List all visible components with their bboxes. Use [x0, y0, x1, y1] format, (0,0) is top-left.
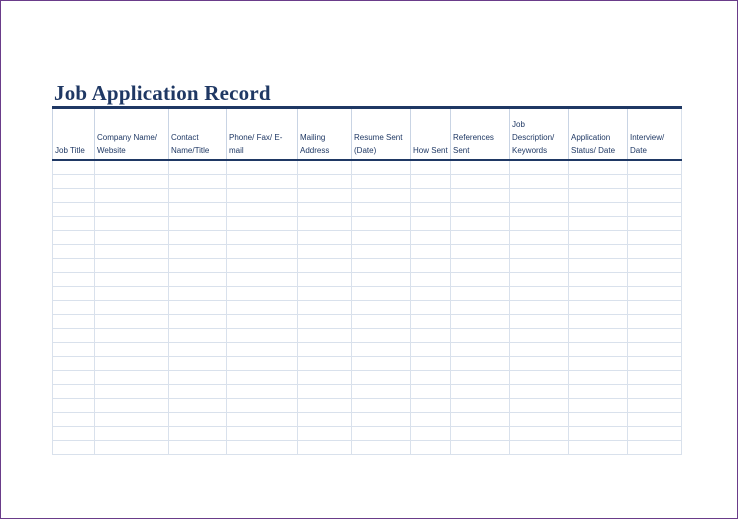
- table-row: [53, 217, 682, 231]
- table-cell[interactable]: [53, 385, 95, 399]
- table-cell[interactable]: [169, 413, 227, 427]
- table-cell[interactable]: [95, 287, 169, 301]
- table-cell[interactable]: [411, 217, 451, 231]
- table-row: [53, 357, 682, 371]
- table-cell[interactable]: [298, 231, 352, 245]
- table-cell[interactable]: [298, 399, 352, 413]
- table-cell[interactable]: [352, 427, 411, 441]
- table-cell[interactable]: [169, 315, 227, 329]
- table-cell[interactable]: [451, 329, 510, 343]
- table-cell[interactable]: [628, 343, 682, 357]
- table-cell[interactable]: [628, 287, 682, 301]
- table-cell[interactable]: [628, 371, 682, 385]
- table-cell[interactable]: [169, 427, 227, 441]
- table-cell[interactable]: [95, 175, 169, 189]
- table-cell[interactable]: [569, 385, 628, 399]
- table-cell[interactable]: [352, 287, 411, 301]
- table-cell[interactable]: [451, 427, 510, 441]
- table-cell[interactable]: [352, 441, 411, 455]
- table-cell[interactable]: [411, 357, 451, 371]
- table-cell[interactable]: [510, 357, 569, 371]
- table-cell[interactable]: [53, 175, 95, 189]
- table-cell[interactable]: [451, 189, 510, 203]
- column-header-application-status-date: Application Status/ Date: [569, 108, 628, 161]
- table-cell[interactable]: [95, 160, 169, 175]
- table-cell[interactable]: [53, 203, 95, 217]
- table-cell[interactable]: [352, 231, 411, 245]
- table-cell[interactable]: [411, 315, 451, 329]
- table-cell[interactable]: [510, 175, 569, 189]
- table-cell[interactable]: [227, 329, 298, 343]
- table-cell[interactable]: [352, 399, 411, 413]
- table-cell[interactable]: [352, 203, 411, 217]
- table-cell[interactable]: [411, 329, 451, 343]
- table-cell[interactable]: [628, 329, 682, 343]
- table-row: [53, 301, 682, 315]
- table-row: [53, 371, 682, 385]
- table-cell[interactable]: [451, 315, 510, 329]
- table-cell[interactable]: [451, 231, 510, 245]
- table-cell[interactable]: [95, 427, 169, 441]
- table-cell[interactable]: [352, 357, 411, 371]
- table-cell[interactable]: [298, 175, 352, 189]
- table-cell[interactable]: [411, 189, 451, 203]
- table-cell[interactable]: [227, 385, 298, 399]
- table-cell[interactable]: [53, 399, 95, 413]
- table-row: [53, 245, 682, 259]
- table-cell[interactable]: [510, 301, 569, 315]
- table-cell[interactable]: [169, 259, 227, 273]
- table-cell[interactable]: [53, 301, 95, 315]
- table-cell[interactable]: [411, 343, 451, 357]
- table-cell[interactable]: [411, 231, 451, 245]
- table-cell[interactable]: [95, 259, 169, 273]
- table-cell[interactable]: [95, 203, 169, 217]
- table-cell[interactable]: [352, 329, 411, 343]
- table-cell[interactable]: [95, 343, 169, 357]
- table-cell[interactable]: [169, 287, 227, 301]
- table-cell[interactable]: [628, 231, 682, 245]
- table-row: [53, 427, 682, 441]
- table-cell[interactable]: [510, 441, 569, 455]
- table-cell[interactable]: [298, 371, 352, 385]
- table-cell[interactable]: [169, 160, 227, 175]
- table-cell[interactable]: [569, 441, 628, 455]
- table-cell[interactable]: [53, 357, 95, 371]
- table-cell[interactable]: [569, 189, 628, 203]
- table-cell[interactable]: [227, 259, 298, 273]
- table-cell[interactable]: [569, 203, 628, 217]
- table-cell[interactable]: [569, 315, 628, 329]
- table-cell[interactable]: [169, 301, 227, 315]
- table-cell[interactable]: [227, 287, 298, 301]
- table-cell[interactable]: [227, 371, 298, 385]
- table-cell[interactable]: [352, 217, 411, 231]
- table-cell[interactable]: [227, 315, 298, 329]
- table-cell[interactable]: [628, 245, 682, 259]
- table-cell[interactable]: [510, 371, 569, 385]
- table-cell[interactable]: [451, 259, 510, 273]
- table-row: [53, 259, 682, 273]
- table-cell[interactable]: [352, 371, 411, 385]
- column-header-phone-fax-email: Phone/ Fax/ E-mail: [227, 108, 298, 161]
- table-cell[interactable]: [298, 301, 352, 315]
- table-cell[interactable]: [628, 315, 682, 329]
- table-cell[interactable]: [510, 427, 569, 441]
- table-cell[interactable]: [53, 217, 95, 231]
- table-cell[interactable]: [569, 427, 628, 441]
- table-cell[interactable]: [451, 175, 510, 189]
- table-cell[interactable]: [569, 399, 628, 413]
- table-cell[interactable]: [53, 343, 95, 357]
- table-cell[interactable]: [569, 217, 628, 231]
- table-row: [53, 273, 682, 287]
- table-cell[interactable]: [569, 160, 628, 175]
- table-cell[interactable]: [298, 203, 352, 217]
- table-row: [53, 203, 682, 217]
- table-cell[interactable]: [227, 217, 298, 231]
- table-cell[interactable]: [95, 301, 169, 315]
- table-cell[interactable]: [628, 259, 682, 273]
- table-cell[interactable]: [451, 371, 510, 385]
- table-cell[interactable]: [352, 385, 411, 399]
- table-cell[interactable]: [569, 259, 628, 273]
- table-cell[interactable]: [411, 371, 451, 385]
- table-cell[interactable]: [53, 160, 95, 175]
- table-cell[interactable]: [298, 315, 352, 329]
- table-cell[interactable]: [628, 441, 682, 455]
- table-cell[interactable]: [628, 175, 682, 189]
- table-cell[interactable]: [352, 245, 411, 259]
- table-cell[interactable]: [352, 343, 411, 357]
- table-cell[interactable]: [628, 160, 682, 175]
- table-cell[interactable]: [227, 231, 298, 245]
- table-cell[interactable]: [569, 413, 628, 427]
- table-cell[interactable]: [569, 175, 628, 189]
- table-cell[interactable]: [227, 357, 298, 371]
- table-cell[interactable]: [411, 259, 451, 273]
- table-cell[interactable]: [169, 343, 227, 357]
- column-header-job-description-keywords: Job Description/ Keywords: [510, 108, 569, 161]
- table-cell[interactable]: [352, 315, 411, 329]
- table-cell[interactable]: [510, 315, 569, 329]
- table-cell[interactable]: [53, 427, 95, 441]
- table-cell[interactable]: [451, 441, 510, 455]
- table-row: [53, 287, 682, 301]
- table-cell[interactable]: [451, 160, 510, 175]
- table-cell[interactable]: [411, 441, 451, 455]
- table-cell[interactable]: [569, 273, 628, 287]
- table-cell[interactable]: [169, 189, 227, 203]
- table-cell[interactable]: [451, 273, 510, 287]
- table-cell[interactable]: [298, 385, 352, 399]
- table-cell[interactable]: [451, 245, 510, 259]
- table-cell[interactable]: [53, 231, 95, 245]
- table-cell[interactable]: [352, 175, 411, 189]
- table-cell[interactable]: [411, 301, 451, 315]
- table-cell[interactable]: [628, 399, 682, 413]
- table-cell[interactable]: [95, 413, 169, 427]
- table-cell[interactable]: [169, 231, 227, 245]
- table-row: [53, 441, 682, 455]
- table-row: [53, 160, 682, 175]
- table-cell[interactable]: [53, 315, 95, 329]
- table-cell[interactable]: [227, 413, 298, 427]
- table-cell[interactable]: [411, 399, 451, 413]
- table-row: [53, 329, 682, 343]
- table-cell[interactable]: [95, 231, 169, 245]
- table-cell[interactable]: [53, 189, 95, 203]
- table-cell[interactable]: [169, 175, 227, 189]
- table-cell[interactable]: [628, 189, 682, 203]
- table-cell[interactable]: [628, 427, 682, 441]
- table-cell[interactable]: [628, 273, 682, 287]
- table-cell[interactable]: [298, 441, 352, 455]
- table-cell[interactable]: [510, 413, 569, 427]
- table-cell[interactable]: [95, 441, 169, 455]
- table-cell[interactable]: [451, 301, 510, 315]
- column-header-job-title: Job Title: [53, 108, 95, 161]
- table-cell[interactable]: [95, 357, 169, 371]
- page-title: Job Application Record: [54, 81, 271, 105]
- table-cell[interactable]: [411, 245, 451, 259]
- table-cell[interactable]: [411, 413, 451, 427]
- table-cell[interactable]: [510, 245, 569, 259]
- table-cell[interactable]: [411, 175, 451, 189]
- column-header-mailing-address: Mailing Address: [298, 108, 352, 161]
- table-cell[interactable]: [227, 273, 298, 287]
- column-header-company-name-website: Company Name/ Website: [95, 108, 169, 161]
- table-cell[interactable]: [95, 399, 169, 413]
- table-cell[interactable]: [510, 189, 569, 203]
- table-cell[interactable]: [298, 245, 352, 259]
- table-cell[interactable]: [510, 203, 569, 217]
- job-application-table: [52, 106, 682, 455]
- table-cell[interactable]: [510, 217, 569, 231]
- table-cell[interactable]: [352, 189, 411, 203]
- column-header-how-sent: How Sent: [411, 108, 451, 161]
- table-cell[interactable]: [227, 427, 298, 441]
- table-row: [53, 175, 682, 189]
- table-cell[interactable]: [95, 385, 169, 399]
- table-cell[interactable]: [298, 189, 352, 203]
- table-cell[interactable]: [169, 399, 227, 413]
- table-cell[interactable]: [95, 273, 169, 287]
- table-row: [53, 189, 682, 203]
- table-cell[interactable]: [298, 259, 352, 273]
- table-cell[interactable]: [298, 329, 352, 343]
- table-cell[interactable]: [95, 329, 169, 343]
- table-cell[interactable]: [451, 385, 510, 399]
- table-cell[interactable]: [569, 287, 628, 301]
- table-cell[interactable]: [227, 245, 298, 259]
- table-cell[interactable]: [510, 399, 569, 413]
- table-cell[interactable]: [298, 217, 352, 231]
- table-cell[interactable]: [411, 203, 451, 217]
- table-cell[interactable]: [352, 273, 411, 287]
- table-cell[interactable]: [569, 329, 628, 343]
- table-cell[interactable]: [510, 231, 569, 245]
- table-cell[interactable]: [169, 385, 227, 399]
- table-cell[interactable]: [169, 329, 227, 343]
- table-cell[interactable]: [451, 357, 510, 371]
- table-cell[interactable]: [227, 399, 298, 413]
- table-cell[interactable]: [569, 231, 628, 245]
- table-row: [53, 343, 682, 357]
- table-cell[interactable]: [352, 160, 411, 175]
- table-cell[interactable]: [411, 160, 451, 175]
- table-cell[interactable]: [169, 357, 227, 371]
- header-row: [53, 108, 682, 161]
- table-cell[interactable]: [169, 441, 227, 455]
- table-cell[interactable]: [169, 371, 227, 385]
- table-row: [53, 385, 682, 399]
- table-cell[interactable]: [569, 371, 628, 385]
- table-cell[interactable]: [227, 160, 298, 175]
- table-cell[interactable]: [169, 273, 227, 287]
- table-cell[interactable]: [53, 371, 95, 385]
- table-cell[interactable]: [411, 287, 451, 301]
- table-cell[interactable]: [451, 287, 510, 301]
- table-cell[interactable]: [628, 301, 682, 315]
- table-row: [53, 315, 682, 329]
- table-cell[interactable]: [298, 343, 352, 357]
- table-cell[interactable]: [510, 259, 569, 273]
- table-cell[interactable]: [169, 245, 227, 259]
- table-cell[interactable]: [95, 245, 169, 259]
- table-cell[interactable]: [510, 343, 569, 357]
- table-cell[interactable]: [628, 217, 682, 231]
- table-cell[interactable]: [227, 189, 298, 203]
- table-cell[interactable]: [352, 259, 411, 273]
- table-cell[interactable]: [227, 301, 298, 315]
- table-cell[interactable]: [451, 217, 510, 231]
- table-cell[interactable]: [227, 343, 298, 357]
- table-cell[interactable]: [298, 427, 352, 441]
- table-cell[interactable]: [169, 203, 227, 217]
- table-cell[interactable]: [95, 371, 169, 385]
- table-cell[interactable]: [95, 217, 169, 231]
- table-cell[interactable]: [95, 315, 169, 329]
- table-cell[interactable]: [628, 357, 682, 371]
- table-cell[interactable]: [298, 160, 352, 175]
- table-cell[interactable]: [569, 357, 628, 371]
- column-header-interview-date: Interview/ Date: [628, 108, 682, 161]
- column-header-contact-name-title: Contact Name/Title: [169, 108, 227, 161]
- table-cell[interactable]: [411, 273, 451, 287]
- table-cell[interactable]: [53, 441, 95, 455]
- table-cell[interactable]: [451, 399, 510, 413]
- table-row: [53, 231, 682, 245]
- table-cell[interactable]: [510, 329, 569, 343]
- table-row: [53, 413, 682, 427]
- table-cell[interactable]: [510, 287, 569, 301]
- column-header-references-sent: References Sent: [451, 108, 510, 161]
- table-cell[interactable]: [451, 203, 510, 217]
- table-cell[interactable]: [298, 273, 352, 287]
- table-cell[interactable]: [569, 301, 628, 315]
- table-cell[interactable]: [628, 413, 682, 427]
- table-body: [53, 160, 682, 455]
- table-cell[interactable]: [510, 273, 569, 287]
- table-cell[interactable]: [510, 160, 569, 175]
- table-cell[interactable]: [298, 413, 352, 427]
- table-cell[interactable]: [227, 441, 298, 455]
- table-cell[interactable]: [510, 385, 569, 399]
- table-cell[interactable]: [451, 413, 510, 427]
- table-cell[interactable]: [411, 427, 451, 441]
- table-cell[interactable]: [227, 203, 298, 217]
- table-cell[interactable]: [352, 301, 411, 315]
- table-cell[interactable]: [53, 329, 95, 343]
- table-cell[interactable]: [53, 273, 95, 287]
- table-cell[interactable]: [298, 357, 352, 371]
- table-cell[interactable]: [451, 343, 510, 357]
- table-cell[interactable]: [352, 413, 411, 427]
- table-cell[interactable]: [298, 287, 352, 301]
- table-cell[interactable]: [53, 287, 95, 301]
- table-row: [53, 399, 682, 413]
- table-cell[interactable]: [628, 385, 682, 399]
- table-cell[interactable]: [169, 217, 227, 231]
- table-cell[interactable]: [95, 189, 169, 203]
- table-cell[interactable]: [411, 385, 451, 399]
- table-cell[interactable]: [227, 175, 298, 189]
- table-cell[interactable]: [569, 245, 628, 259]
- table-cell[interactable]: [53, 245, 95, 259]
- table-cell[interactable]: [53, 259, 95, 273]
- table-cell[interactable]: [628, 203, 682, 217]
- table-cell[interactable]: [569, 343, 628, 357]
- table-cell[interactable]: [53, 413, 95, 427]
- column-header-resume-sent-date: Resume Sent (Date): [352, 108, 411, 161]
